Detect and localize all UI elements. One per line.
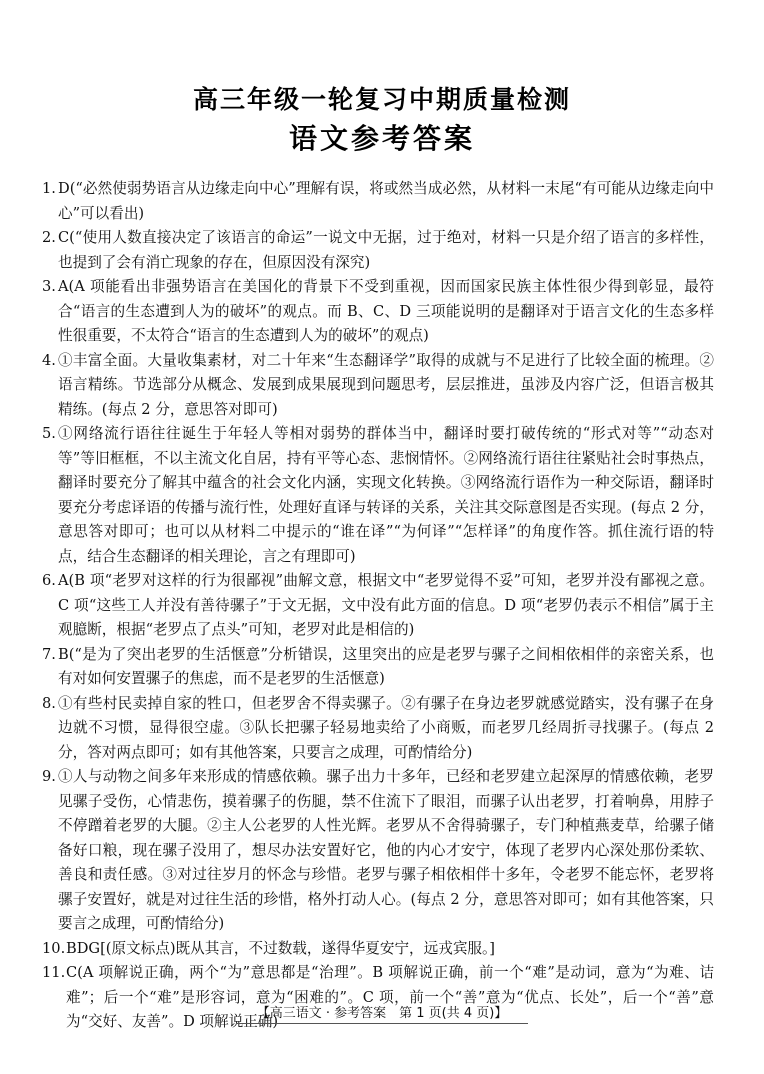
answer-text: C(“使用人数直接决定了该语言的命运”一说文中无据，过于绝对，材料一只是介绍了语言的多样性，也提到了会有消亡现象的存在，但原因没有深究) <box>58 229 714 271</box>
answer-item <box>42 226 714 275</box>
page-title: 高三年级一轮复习中期质量检测 <box>192 85 571 114</box>
answer-item <box>42 643 714 692</box>
answer-text: C(A 项解说正确，两个“为”意思都是“治理”。B 项解说正确，前一个“难”是动词，意为“为难、诘难”；后一个“难”是形容词，意为“困难的”。C 项，前一个“善”意为“优点、长处”，后一个“善”意为“交好、友善”。D 项解说正确) <box>66 964 714 1030</box>
answer-text: A(A 项能看出非强势语言在美国化的背景下不受到重视，因而国家民族主体性很少得到彰显，最符合“语言的生态遭到人为的破坏”的观点。而 B、C、D 三项能说明的是翻译对于语言文化的生态多样性很重要，不太符合“语言的生态遭到人为的破坏”的观点) <box>58 278 714 344</box>
answer-text: A(B 项“老罗对这样的行为很鄙视”曲解文意，根据文中“老罗觉得不妥”可知，老罗并没有鄙视之意。C 项“这些工人并没有善待骡子”于文无据，文中没有此方面的信息。D 项“老罗仍表示不相信”属于主观臆断，根据“老罗点了点头”可知，老罗对此是相信的) <box>58 572 714 638</box>
answer-number: 7. <box>42 645 56 663</box>
answer-item <box>42 275 714 349</box>
answer-item <box>42 349 714 423</box>
answer-item <box>42 765 714 937</box>
answer-item <box>42 569 714 643</box>
answer-number: 9. <box>42 768 56 785</box>
answer-list <box>42 177 714 1035</box>
answer-number: 5. <box>42 425 56 442</box>
answer-text: ①网络流行语往往诞生于年轻人等相对弱势的群体当中，翻译时要打破传统的“形式对等”“动态对等”等旧框框，不以主流文化自居，持有平等心态、悲悯情怀。②网络流行语往往紧贴社会时事热点，翻译时要充分了解其中蕴含的社会文化内涵，实现文化转换。③网络流行语作为一种交际语，翻译时要充分考虑译语的传播与流行性，处理好直译与转译的关系，关注其交际意图是否实现。(每点 2 分，意思答对即可；也可以从材料二中提示的“谁在译”“为何译”“怎样译”的角度作答。抓住流行语的特点，结合生态翻译的相关理论，言之有理即可) <box>58 425 714 565</box>
answer-number: 4. <box>42 351 56 369</box>
answer-item <box>42 692 714 766</box>
answer-text: ①有些村民卖掉自家的牲口，但老罗舍不得卖骡子。②有骡子在身边老罗就感觉踏实，没有骡子在身边就不习惯，显得很空虚。③队长把骡子轻易地卖给了小商贩，而老罗几经周折寻找骡子。(每点 2 分，答对两点即可；如有其他答案，只要言之成理，可酌情给分) <box>58 694 714 761</box>
answer-text: BDG[(原文标点)既从其言，不过数载，遂得华夏安宁，远戎宾服。] <box>66 939 495 957</box>
answer-number: 8. <box>42 694 56 712</box>
page-footer: 【高三语文 · 参考答案 第 1 页(共 4 页)】 <box>256 1006 508 1021</box>
footer-underline <box>236 1023 528 1024</box>
answer-number: 6. <box>42 572 56 589</box>
answer-number: 3. <box>42 278 56 295</box>
answer-text: ①人与动物之间多年来形成的情感依赖。骡子出力十多年，已经和老罗建立起深厚的情感依赖，老罗见骡子受伤，心情悲伤，摸着骡子的伤腿，禁不住流下了眼泪，而骡子认出老罗，打着响鼻，用脖子不停蹭着老罗的大腿。②主人公老罗的人性光辉。老罗从不舍得骑骡子，专门种植燕麦草，给骡子储备好口粮，现在骡子没用了，想尽办法安置好它，他的内心才安宁，体现了老罗内心深处那份柔软、善良和责任感。③对过往岁月的怀念与珍惜。老罗与骡子相依相伴十多年，令老罗不能忘怀，老罗将骡子安置好，就是对过往生活的珍惜，格外打动人心。(每点 2 分，意思答对即可；如有其他答案，只要言之成理，可酌情给分) <box>58 768 714 932</box>
answer-text: ①丰富全面。大量收集素材，对二十年来“生态翻译学”取得的成就与不足进行了比较全面的梳理。②语言精练。节选部分从概念、发展到成果展现到问题思考，层层推进，虽涉及内容广泛，但语言极其精练。(每点 2 分，意思答对即可) <box>58 351 714 418</box>
answer-item <box>42 422 714 569</box>
answer-item <box>42 177 714 226</box>
answer-number: 11. <box>42 964 66 981</box>
page-subtitle: 语文参考答案 <box>288 122 475 155</box>
answer-number: 1. <box>42 180 56 197</box>
answer-text: D(“必然使弱势语言从边缘走向中心”理解有误，将或然当成必然，从材料一末尾“有可能从边缘走向中心”可以看出) <box>58 180 714 222</box>
answer-text: B(“是为了突出老罗的生活惬意”分析错误，这里突出的应是老罗与骡子之间相依相伴的亲密关系，也有对如何安置骡子的焦虑，而不是老罗的生活惬意) <box>58 645 714 687</box>
answer-item <box>42 937 714 962</box>
answer-number: 2. <box>42 229 56 246</box>
answer-number: 10. <box>42 939 66 957</box>
